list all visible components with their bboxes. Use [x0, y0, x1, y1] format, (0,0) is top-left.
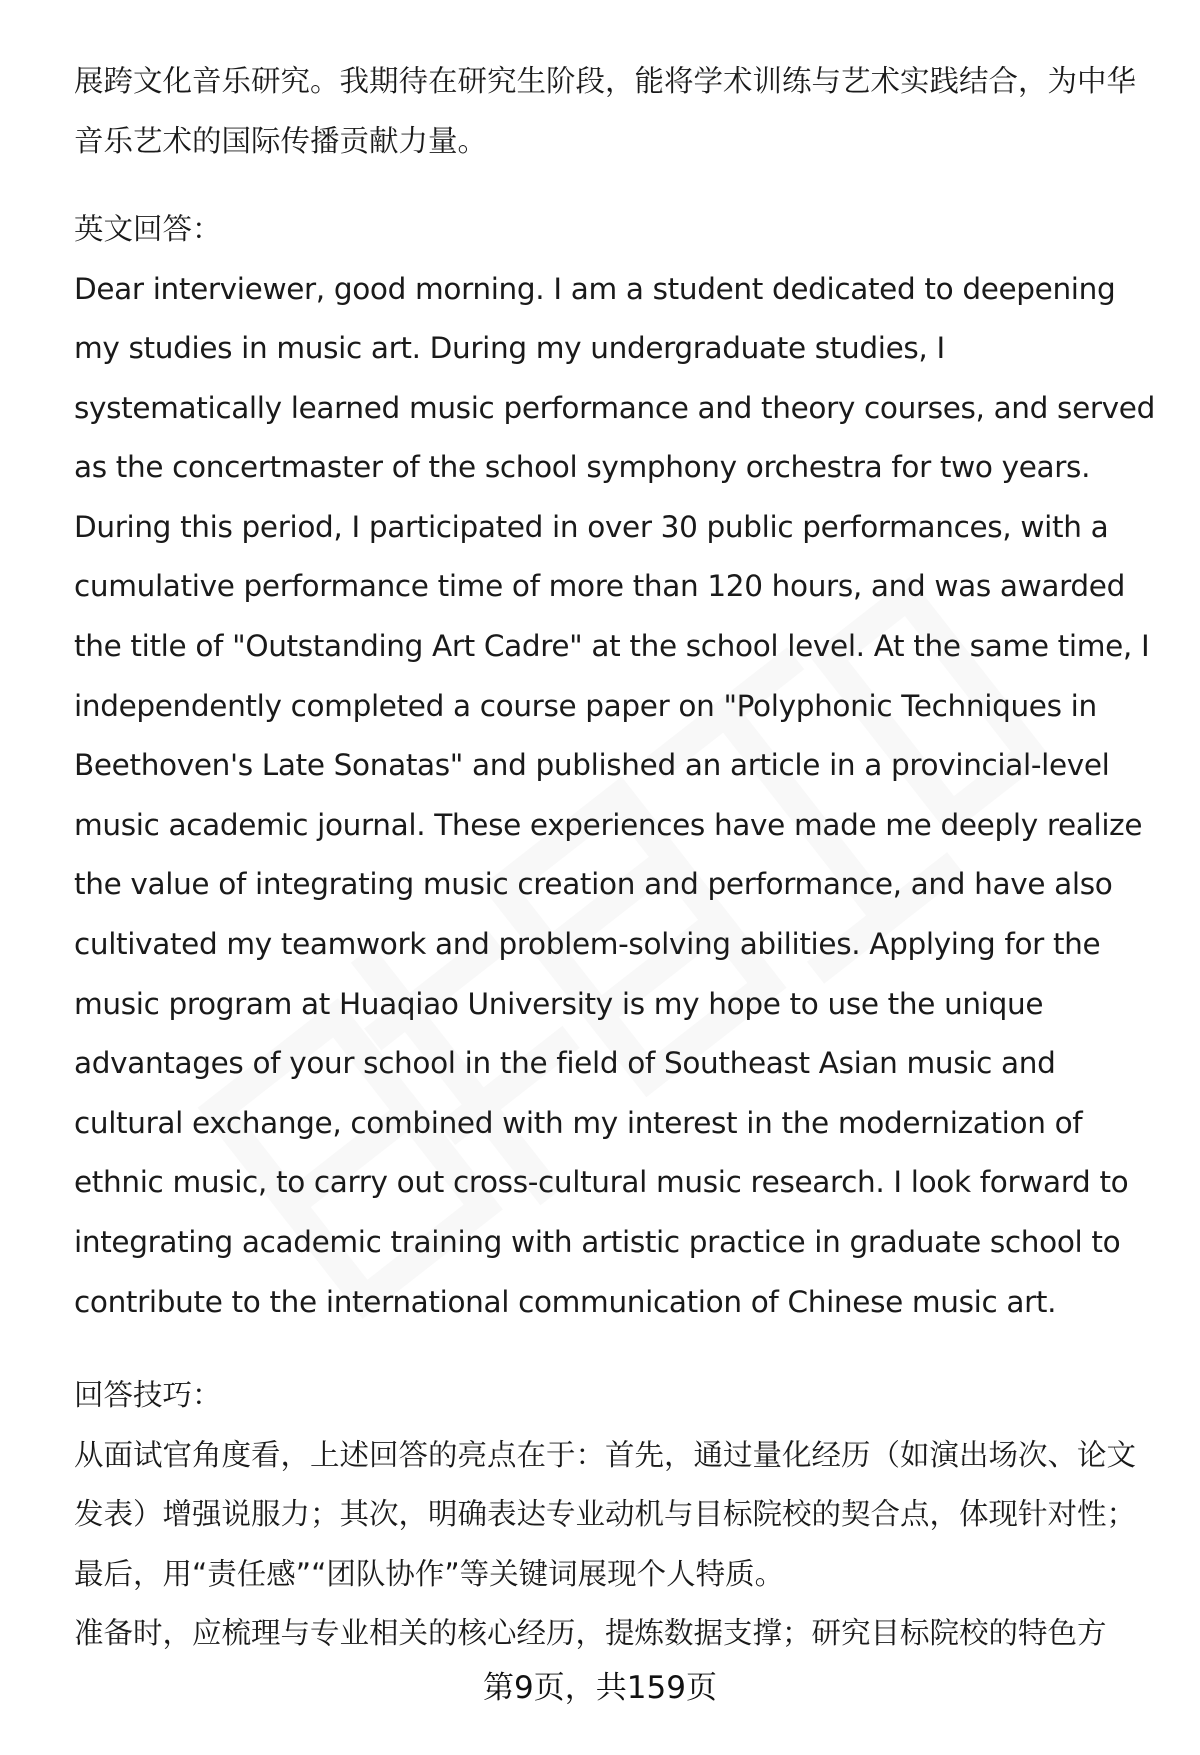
page-indicator: 第9页，共159页	[483, 1670, 717, 1706]
tips-paragraph: 准备时，应梳理与专业相关的核心经历，提炼数据支撑；研究目标院校的特色方	[74, 1616, 1107, 1651]
english-answer-paragraph: Dear interviewer, good morning. I am a student dedicated to deepening my studies in music art. During my undergraduate studies, I systematically learned music performance and theory courses, and served as the concertmaster of the school symphony orchestra for two years. During this period, I participated in over 30 public performances, with a cumulative performance time of more than 120 hours, and was awarded the title of "Outstanding Art Cadre" at the school level. At the same time, I independently completed a course paper on "Polyphonic Techniques in Beethoven's Late Sonatas" and published an article in a provincial-level music academic journal. These experiences have made me deeply realize the value of integrating music creation and performance, and have also cultivated my teamwork and problem-solving abilities. Applying for the music program at Huaqiao University is my hope to use the unique advantages of your school in the field of Southeast Asian music and cultural exchange, combined with my interest in the modernization of ethnic music, to carry out cross-cultural music research. I look forward to integrating academic training with artistic practice in graduate school to contribute to the international communication of Chinese music art.	[74, 271, 1155, 1319]
paragraph-gap	[74, 1332, 1160, 1366]
tips-paragraph: 从面试官角度看，上述回答的亮点在于：首先，通过量化经历（如演出场次、论文发表）增强说服力；其次，明确表达专业动机与目标院校的契合点，体现针对性；最后，用“责任感”“团队协作”等关键词展现个人特质。	[74, 1437, 1137, 1591]
english-answer-heading: 英文回答：	[74, 212, 222, 246]
document-body	[74, 52, 1160, 1664]
intro-paragraph-tail: 展跨文化音乐研究。我期待在研究生阶段，能将学术训练与艺术实践结合，为中华音乐艺术的国际传播贡献力量。	[74, 64, 1137, 158]
tips-heading: 回答技巧：	[74, 1378, 222, 1413]
paragraph-gap	[74, 171, 1160, 200]
